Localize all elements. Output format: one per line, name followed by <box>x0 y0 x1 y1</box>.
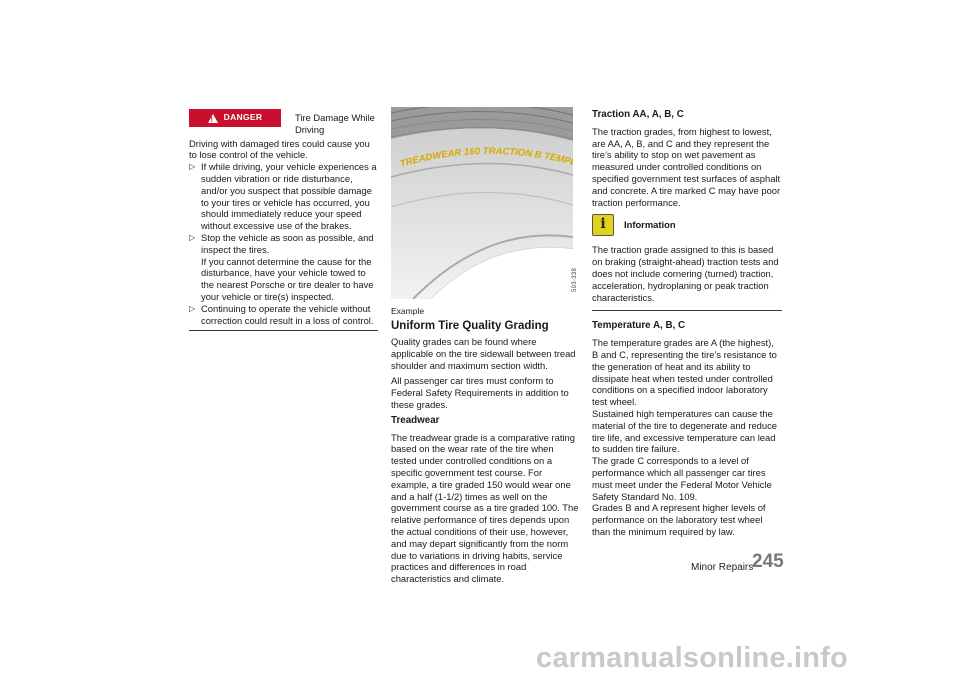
danger-section <box>189 109 378 331</box>
danger-header <box>189 109 378 136</box>
danger-bullet-list <box>189 161 378 326</box>
traction-temperature-section <box>592 109 782 542</box>
warning-triangle-icon <box>208 114 218 123</box>
paragraph: The treadwear grade is a comparative rating based on the wear rate of the tire when tested under controlled conditions on a specific government test course. For example, a tire graded 150 would wear one and a half (1-1/2) times as well on the government course as a tire graded 100. The relative performance of tires depends upon the actual conditions of their use, however, and may depart significantly from the norm due to variations in driving habits, service practices and differences in road characteristics and climate. <box>391 431 579 585</box>
list-item: ▷ If while driving, your vehicle experiences a sudden vibration or ride disturbance, and/or you suspect that possible damage to your tires or vehicle has occurred, you should immediately reduce your speed without excessive use of the brakes. <box>189 161 377 232</box>
danger-badge <box>189 109 281 127</box>
paragraph: The traction grades, from highest to lowest, are AA, A, B, and C and they represent the tire’s ability to stop on wet pavement as measured under controlled conditions on specified government test surfaces of asphalt and concrete. A tire marked C may have poor traction performance. <box>592 125 781 208</box>
danger-intro: Driving with damaged tires could cause you to lose control of the vehicle. <box>189 137 370 161</box>
list-item: ▷ Stop the vehicle as soon as possible, and inspect the tires. If you cannot determine the cause for the disturbance, have your vehicle towed to the nearest Porsche or tire dealer to have your vehicle or tire(s) inspected. <box>189 231 374 302</box>
temperature-heading: Temperature A, B, C <box>592 320 686 332</box>
image-caption: Example <box>391 306 425 316</box>
paragraph: All passenger car tires must conform to Federal Safety Requirements in addition to these grades. <box>391 375 569 410</box>
list-item: ▷ Continuing to operate the vehicle without correction could result in a loss of control. <box>189 302 374 326</box>
info-icon: i <box>592 214 614 236</box>
bullet-arrow-icon: ▷ <box>189 303 196 313</box>
section-divider <box>189 330 378 331</box>
footer-section-label: Minor Repairs <box>691 562 754 573</box>
image-code: 593-338 <box>572 267 578 292</box>
paragraph: Quality grades can be found where applicable on the tire sidewall between tread shoulder and maximum section width. <box>391 336 576 371</box>
section-body <box>391 336 579 589</box>
info-header <box>592 214 782 236</box>
tire-sidewall-image <box>391 107 573 299</box>
treadwear-heading: Treadwear <box>391 414 440 426</box>
traction-heading: Traction AA, A, B, C <box>592 109 684 120</box>
danger-title: Tire Damage While Driving <box>295 112 375 135</box>
section-divider <box>592 310 782 311</box>
info-label: Information <box>624 219 676 231</box>
bullet-arrow-icon: ▷ <box>189 232 196 242</box>
danger-label: DANGER <box>223 112 263 123</box>
page-number: 245 <box>752 551 784 572</box>
section-heading: Uniform Tire Quality Grading <box>391 320 549 332</box>
watermark: carmanualsonline.info <box>536 642 848 674</box>
paragraph: The traction grade assigned to this is based on braking (straight-ahead) traction tests and does not include cornering (turned) traction, acceleration, hydroplaning or peak traction characteristics. <box>592 244 779 303</box>
bullet-arrow-icon: ▷ <box>189 162 196 172</box>
paragraph: The temperature grades are A (the highest), B and C, representing the tire’s resistance to the generation of heat and its ability to dissipate heat when tested under controlled conditions on a specified indoor laboratory test wheel. Sustained high temperatures can cause the material of the tire to degenerate and reduce tire life, and excessive temperature can lead to sudden tire failure. The grade C corresponds to a level of performance which all passenger car tires must meet under the Federal Motor Vehicle Safety Standard No. 109. Grades B and A represent higher levels of performance on the laboratory test wheel than the minimum required by law. <box>592 337 778 537</box>
tire-marking-text: TREADWEAR 160 TRACTION B TEMP <box>398 145 572 170</box>
